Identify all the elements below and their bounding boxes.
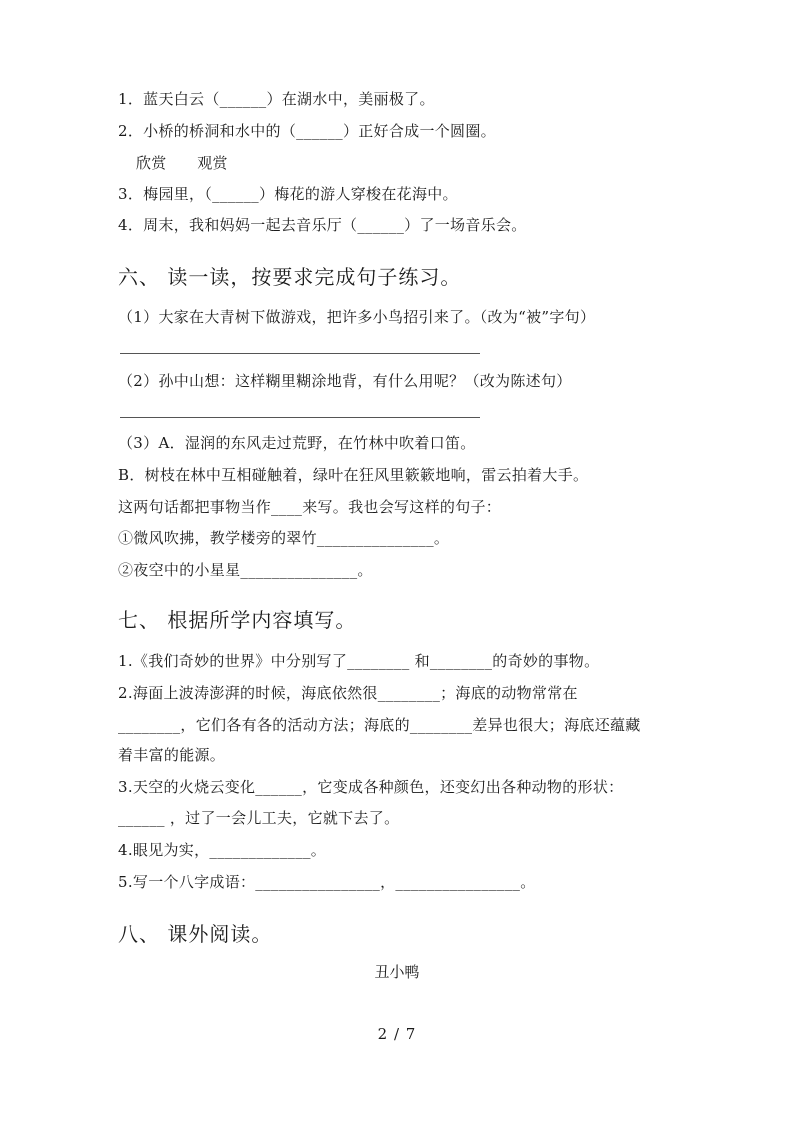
sec5-item-2: 2．小桥的桥洞和水中的（______）正好合成一个圆圈。 xyxy=(118,122,496,140)
sec7-line-3: ________，它们各有各的活动方法；海底的________差异也很大；海底还蕴藏 xyxy=(118,716,641,734)
sec7-line-8: 5.写一个八字成语：________________，________________。 xyxy=(118,873,536,891)
section-7-heading: 七、 根据所学内容填写。 xyxy=(118,608,357,632)
answer-line-1[interactable] xyxy=(120,353,480,354)
sec7-line-1: 1.《我们奇妙的世界》中分别写了________ 和________的奇妙的事物。 xyxy=(118,652,600,670)
page-number: 2 / 7 xyxy=(377,1025,417,1043)
sec7-line-2: 2.海面上波涛澎湃的时候，海底依然很________；海底的动物常常在 xyxy=(118,684,578,702)
sec6-question-3c: 这两句话都把事物当作____来写。我也会写这样的句子： xyxy=(118,498,502,516)
sec6-question-3e: ②夜空中的小星星_______________。 xyxy=(118,561,373,579)
sec7-line-5: 3.天空的火烧云变化______，它变成各种颜色，还变幻出各种动物的形状： xyxy=(118,778,624,796)
sec6-question-3b: B．树枝在林中互相碰触着，绿叶在狂风里簌簌地响，雷云拍着大手。 xyxy=(118,466,589,484)
sec6-question-3a: （3）A．湿润的东风走过荒野，在竹林中吹着口笛。 xyxy=(118,434,476,452)
word-options: 欣赏 观赏 xyxy=(136,154,228,172)
sec5-item-1: 1．蓝天白云（______）在湖水中，美丽极了。 xyxy=(118,90,435,108)
sec5-item-4: 4．周末，我和妈妈一起去音乐厅（______）了一场音乐会。 xyxy=(118,216,527,234)
section-8-heading: 八、 课外阅读。 xyxy=(118,922,273,946)
sec7-line-6: ______ ，过了一会儿工夫，它就下去了。 xyxy=(118,809,400,827)
sec7-line-7: 4.眼见为实，_____________。 xyxy=(118,841,327,859)
sec5-item-3: 3．梅园里，（______）梅花的游人穿梭在花海中。 xyxy=(118,185,458,203)
sec6-question-1: （1）大家在大青树下做游戏，把许多小鸟招引来了。（改为“被”字句） xyxy=(118,308,596,326)
sec6-question-2: （2）孙中山想：这样糊里糊涂地背，有什么用呢？（改为陈述句） xyxy=(118,372,572,390)
sec7-line-4: 着丰富的能源。 xyxy=(118,746,226,764)
answer-line-2[interactable] xyxy=(120,417,480,418)
sec6-question-3d: ①微风吹拂，教学楼旁的翠竹_______________。 xyxy=(118,529,450,547)
section-6-heading: 六、 读一读，按要求完成句子练习。 xyxy=(118,265,462,289)
story-title: 丑小鸭 xyxy=(374,963,420,981)
